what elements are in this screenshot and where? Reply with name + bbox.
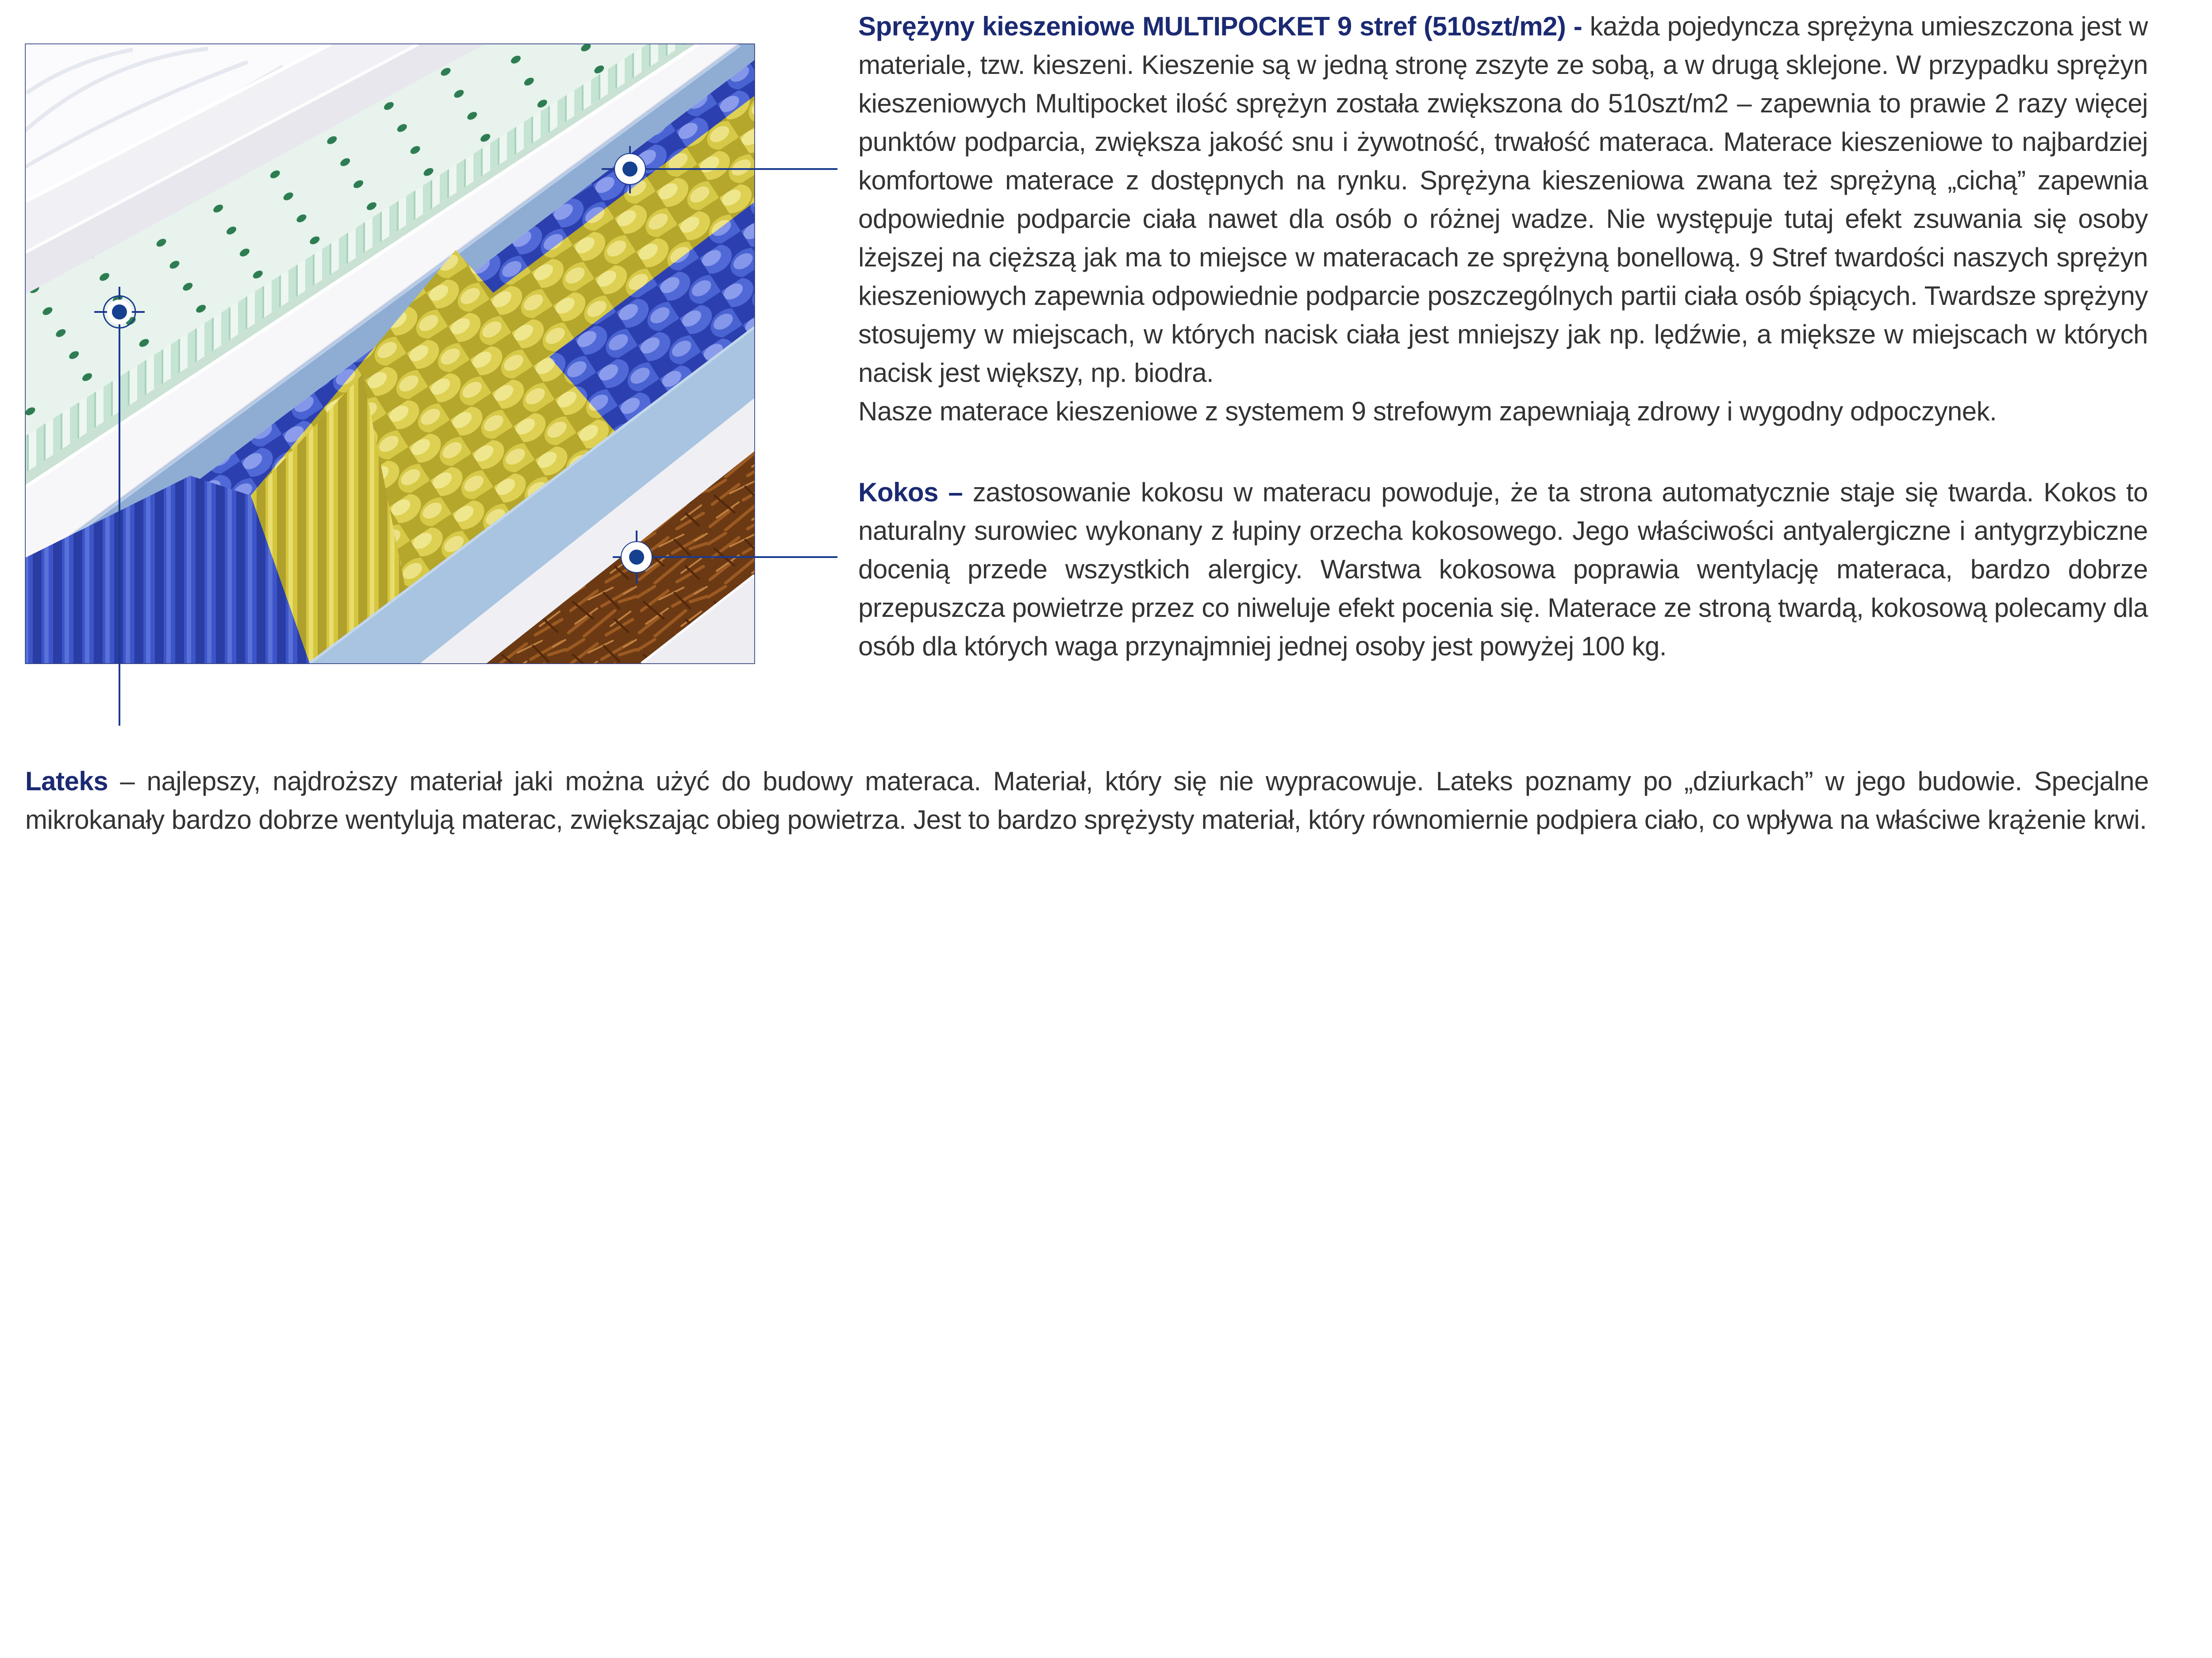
main-text-column <box>858 7 2148 666</box>
multipocket-closing-line: Nasze materace kieszeniowe z systemem 9 strefowym zapewniają zdrowy i wygodny odpoczynek. <box>858 396 1997 426</box>
multipocket-heading: Sprężyny kieszeniowe MULTIPOCKET 9 stref (510szt/m2) - <box>858 12 1582 41</box>
springs-marker <box>614 154 645 185</box>
kokos-heading: Kokos <box>858 477 938 507</box>
lateks-body: najlepszy, najdroższy materiał jaki można użyć do budowy materaca. Materiał, który się nie wypracowuje. Lateks poznamy po „dziurkach” w jego budowie. Specjalne mikrokanały bardzo dobrze wentylują materac, zwiększając obieg powietrza. Jest to bardzo sprężysty materiał, który równomiernie podpiera ciało, co wpływa na właściwe krążenie krwi. <box>25 766 2149 835</box>
lateks-paragraph <box>25 762 2149 839</box>
latex-marker <box>104 296 135 328</box>
kokos-body: zastosowanie kokosu w materacu powoduje, że ta strona automatycznie staje się twarda. Kokos to naturalny surowiec wykonany z łupiny orzecha kokosowego. Jego właściwości antyalergiczne i antygrzybiczne docenią przede wszystkich alergicy. Warstwa kokosowa poprawia wentylację materaca, bardzo dobrze przepuszcza powietrze przez co niweluje efekt pocenia się. Materace ze stroną twardą, kokosową polecamy dla osób dla których waga przynajmniej jednej osoby jest powyżej 100 kg. <box>858 477 2148 661</box>
multipocket-body: każda pojedyncza sprężyna umieszczona jest w materiale, tzw. kieszeni. Kieszenie są w jedną stronę zszyte ze sobą, a w drugą sklejone. W przypadku sprężyn kieszeniowych Multipocket ilość sprężyn została zwiększona do 510szt/m2 – zapewnia to prawie 2 razy więcej punktów podparcia, zwiększa jakość snu i żywotność, trwałość materaca. Materace kieszeniowe to najbardziej komfortowe materace z dostępnych na rynku. Sprężyna kieszeniowa zwana też sprężyną „cichą” zapewnia odpowiednie podparcie ciała nawet dla osób o różnej wadze. Nie występuje tutaj efekt zsuwania się osoby lżejszej na cięższą jak ma to miejsce w materacach ze sprężyną bonellową. 9 Stref twardości naszych sprężyn kieszeniowych zapewnia odpowiednie podparcie poszczególnych partii ciała osób śpiących. Twardsze sprężyny stosujemy w miejscach, w których nacisk ciała jest mniejszy jak np. lędźwie, a miększe w miejscach w których nacisk jest większy, np. biodra. <box>858 12 2148 388</box>
kokos-separator: – <box>938 477 973 507</box>
multipocket-paragraph <box>858 7 2148 392</box>
kokos-paragraph <box>858 473 2148 666</box>
lateks-separator: – <box>108 766 147 796</box>
lateks-heading: Lateks <box>25 766 108 796</box>
coco-marker <box>621 542 652 573</box>
lateks-text-block <box>25 762 2149 839</box>
